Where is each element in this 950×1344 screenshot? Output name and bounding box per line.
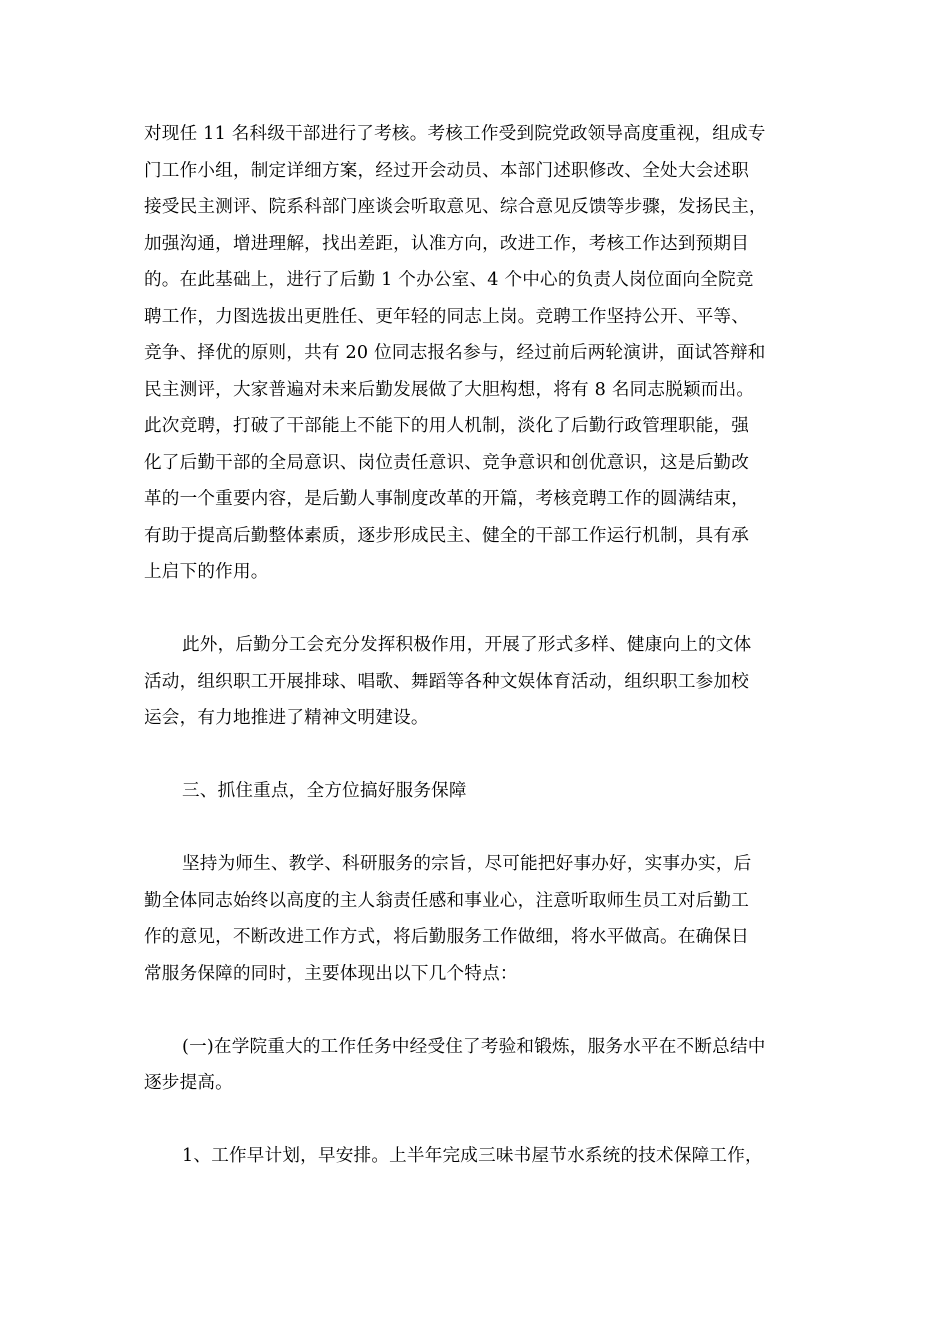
text-line: 门工作小组，制定详细方案，经过开会动员、本部门述职修改、全处大会述职	[144, 160, 749, 181]
text-line: 运会，有力地推进了精神文明建设。	[144, 708, 429, 728]
text-line: (一)在学院重大的工作任务中经受住了考验和锻炼，服务水平在不断总结中	[182, 1036, 766, 1057]
paragraph	[144, 627, 814, 737]
paragraph	[144, 773, 814, 810]
text-line: 民主测评，大家普遍对未来后勤发展做了大胆构想，将有 8 名同志脱颖而出。	[144, 379, 755, 400]
text-line: 化了后勤干部的全局意识、岗位责任意识、竞争意识和创优意识，这是后勤改	[144, 452, 749, 473]
paragraph	[144, 846, 814, 992]
text-line: 逐步提高。	[144, 1073, 233, 1093]
text-line: 1、工作早计划，早安排。上半年完成三味书屋节水系统的技术保障工作，	[182, 1146, 763, 1166]
text-line: 勤全体同志始终以高度的主人翁责任感和事业心，注意听取师生员工对后勤工	[144, 890, 749, 911]
text-line: 对现任 11 名科级干部进行了考核。考核工作受到院党政领导高度重视，组成专	[144, 124, 766, 144]
text-line: 上启下的作用。	[144, 562, 269, 582]
text-line: 加强沟通，增进理解，找出差距，认准方向，改进工作，考核工作达到预期目	[144, 233, 749, 254]
paragraph	[144, 1138, 814, 1175]
text-line: 有助于提高后勤整体素质，逐步形成民主、健全的干部工作运行机制，具有承	[144, 525, 749, 546]
text-line: 常服务保障的同时，主要体现出以下几个特点：	[144, 963, 518, 984]
text-line: 坚持为师生、教学、科研服务的宗旨，尽可能把好事办好，实事办实，后	[182, 854, 752, 874]
text-line: 竞争、择优的原则，共有 20 位同志报名参与，经过前后两轮演讲，面试答辩和	[144, 343, 766, 363]
text-line: 革的一个重要内容，是后勤人事制度改革的开篇，考核竞聘工作的圆满结束，	[144, 489, 749, 509]
paragraph	[144, 116, 814, 591]
text-line: 此次竞聘，打破了干部能上不能下的用人机制，淡化了后勤行政管理职能，强	[144, 416, 749, 436]
text-line: 作的意见，不断改进工作方式，将后勤服务工作做细，将水平做高。在确保日	[144, 927, 749, 947]
text-line: 聘工作，力图选拔出更胜任、更年轻的同志上岗。竞聘工作坚持公开、平等、	[144, 306, 749, 327]
text-line: 此外，后勤分工会充分发挥积极作用，开展了形式多样、健康向上的文体	[182, 635, 752, 655]
text-line: 三、抓住重点，全方位搞好服务保障	[182, 781, 467, 801]
text-line: 的。在此基础上，进行了后勤 1 个办公室、4 个中心的负责人岗位面向全院竞	[144, 270, 754, 290]
text-line: 接受民主测评、院系科部门座谈会听取意见、综合意见反馈等步骤，发扬民主，	[144, 197, 767, 217]
paragraph	[144, 1029, 814, 1102]
text-line: 活动，组织职工开展排球、唱歌、舞蹈等各种文娱体育活动，组织职工参加校	[144, 671, 749, 692]
document-body	[144, 116, 814, 1175]
